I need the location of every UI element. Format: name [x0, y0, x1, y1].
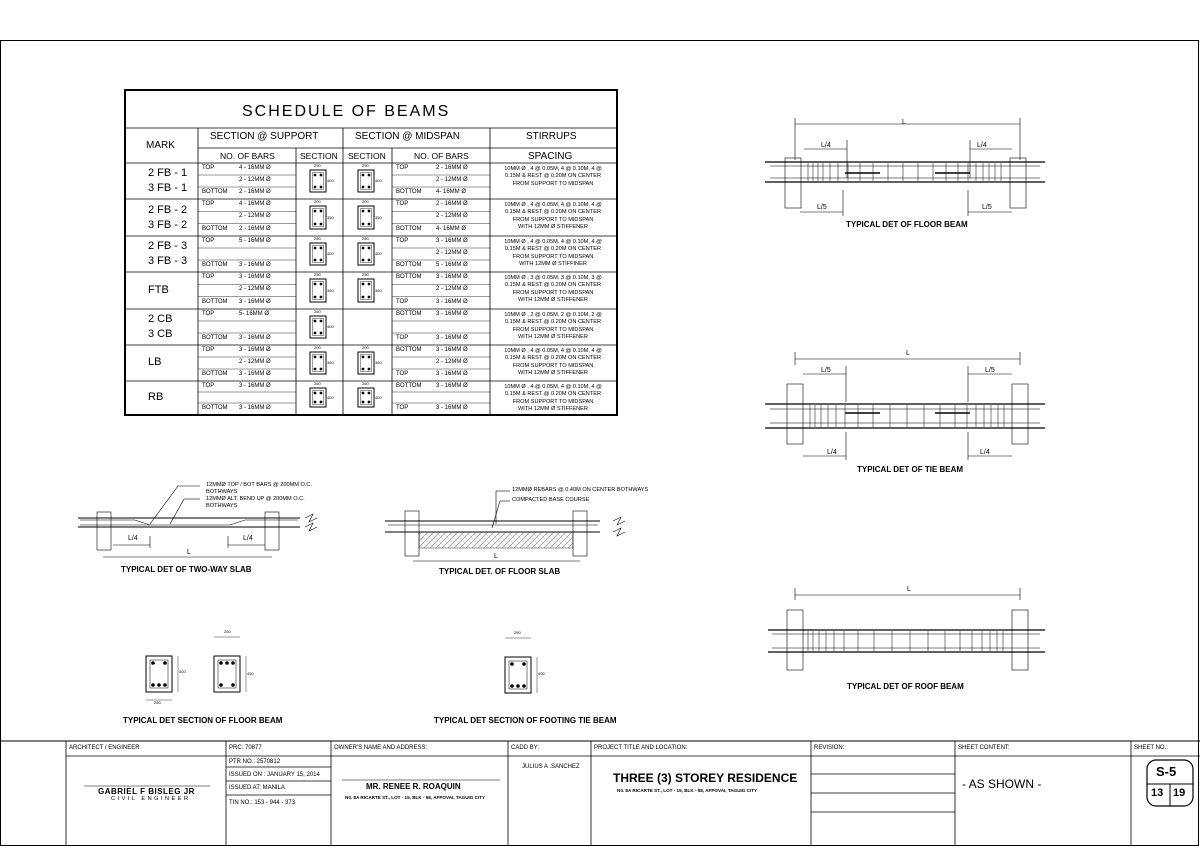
floor-slab-note-2: COMPACTED BASE COURSE — [512, 497, 590, 503]
owner-label: OWNER'S NAME AND ADDRESS: — [334, 745, 428, 751]
stirrup-line: FROM SUPPORT TO MIDSPAN — [512, 398, 594, 405]
header-section-support-col: SECTION — [300, 151, 338, 161]
midspan-bars: 3 - 16MM Ø — [436, 371, 468, 377]
section-width: 250 — [314, 381, 321, 386]
support-bars: 2 - 12MM Ø — [239, 177, 271, 183]
section-width: 250 — [314, 163, 321, 168]
header-section-support: SECTION @ SUPPORT — [210, 131, 319, 142]
section-width: 200 — [362, 345, 369, 350]
support-bars: 3 - 16MM Ø — [239, 347, 271, 353]
beam-section-icon — [310, 388, 326, 407]
beam-mark: 3 FB - 2 — [148, 218, 188, 231]
sheet-content-label: SHEET CONTENT: — [958, 745, 1010, 751]
midspan-bars: 3 - 16MM Ø — [436, 383, 468, 389]
support-bars: 2 - 12MM Ø — [239, 286, 271, 293]
two-way-slab-note-2b: BOTHWAYS — [206, 503, 238, 509]
stirrup-spacing — [492, 166, 614, 188]
stirrup-spacing — [492, 275, 614, 305]
beam-mark: FTB — [148, 283, 169, 296]
support-position: TOP — [202, 347, 215, 353]
support-position: TOP — [202, 238, 215, 244]
stirrup-line: FROM SUPPORT TO MIDSPAN — [512, 326, 594, 333]
stirrup-line: 0.15M & REST @ 0.20M ON CENTER — [504, 173, 602, 180]
section-width: 250 — [362, 236, 369, 241]
footing-dim-side: 400 — [538, 671, 545, 676]
stirrup-line: 10MM Ø , 4 @ 0.05M, 4 @ 0.10M, 4 @ — [504, 202, 602, 208]
tie-beam-L: L — [906, 350, 910, 357]
support-position: BOTTOM — [202, 262, 228, 268]
beam-section-icon — [358, 206, 374, 229]
section-height: 400 — [327, 178, 334, 183]
support-bars: 2 - 16MM Ø — [239, 225, 271, 232]
two-way-slab-L4-right: L/4 — [243, 535, 253, 542]
floor-slab-caption: TYPICAL DET. OF FLOOR SLAB — [439, 567, 561, 576]
architect-label: ARCHITECT / ENGINEER — [69, 745, 140, 751]
midspan-position: TOP — [396, 405, 409, 411]
section-width: 250 — [314, 236, 321, 241]
midspan-position: BOTTOM — [396, 347, 422, 353]
footing-tie-section — [505, 638, 537, 693]
midspan-position: BOTTOM — [396, 311, 422, 317]
support-position: TOP — [202, 383, 215, 389]
stirrup-line: WITH 12MM Ø STIFFENER — [518, 370, 588, 377]
tie-beam-L5-left: L/5 — [821, 367, 831, 374]
section-height: 400 — [327, 251, 334, 256]
stirrup-line: FROM SUPPORT TO MIDSPAN — [512, 362, 594, 369]
midspan-position: BOTTOM — [396, 225, 422, 232]
floor-beam-sections — [146, 637, 246, 700]
section-height: 350 — [375, 287, 382, 293]
stirrup-line: WITH 12MM Ø STIFFENER — [518, 334, 588, 341]
section-width: 250 — [314, 272, 321, 277]
stirrup-line: WITH 12MM Ø STIFFENER — [518, 224, 588, 231]
owner-address: N0. 8A RICARTE ST., LOT - 15, BLK - 58, AFPOVAI, TAGUIG CITY — [345, 795, 486, 800]
support-bars: 4 - 16MM Ø — [239, 201, 271, 207]
section-height: 400 — [327, 394, 334, 400]
beam-mark: 2 CB — [148, 313, 173, 325]
header-no-of-bars-support: NO. OF BARS — [220, 151, 275, 161]
tie-beam-detail — [765, 352, 1045, 460]
midspan-position: TOP — [396, 371, 409, 377]
stirrup-line: 0.15M & REST @ 0.20M ON CENTER — [504, 282, 602, 289]
issued-on: ISSUED ON : JANUARY 15, 2014 — [229, 772, 320, 778]
tie-beam-caption: TYPICAL DET OF TIE BEAM — [857, 465, 964, 474]
beam-section-icon — [310, 243, 326, 265]
header-section-midspan-col: SECTION — [348, 151, 386, 161]
stirrup-line: 0.15M & REST @ 0.20M ON CENTER — [504, 355, 602, 362]
revision-label: REVISION: — [814, 745, 845, 751]
midspan-bars: 3 - 16MM Ø — [436, 405, 468, 411]
two-way-slab-caption: TYPICAL DET OF TWO-WAY SLAB — [121, 565, 252, 574]
beam-mark: LB — [148, 356, 162, 368]
support-position: TOP — [202, 274, 215, 280]
roof-beam-detail — [768, 588, 1045, 670]
section-height: 350 — [375, 360, 382, 365]
stirrup-spacing — [492, 348, 614, 378]
sheet-no-label: SHEET NO.: — [1134, 745, 1168, 751]
midspan-bars: 3 - 16MM Ø — [436, 298, 468, 305]
section-dim-top: 250 — [224, 629, 231, 634]
stirrup-line: 0.15M & REST @ 0.20M ON CENTER — [504, 246, 602, 253]
beam-mark: 2 FB - 3 — [148, 240, 188, 252]
midspan-bars: 2 - 12MM Ø — [436, 213, 468, 220]
beam-section-icon — [358, 243, 374, 265]
stirrup-spacing — [492, 239, 614, 269]
section-floor-beam-caption: TYPICAL DET SECTION OF FLOOR BEAM — [123, 716, 283, 725]
schedule-title: SCHEDULE OF BEAMS — [242, 103, 451, 120]
beam-section-icon — [310, 352, 326, 374]
section-height: 400 — [375, 394, 382, 400]
two-way-slab-note-1b: BOTHWAYS — [206, 489, 238, 495]
beam-section-icon — [358, 352, 374, 374]
footing-dim-top: 250 — [514, 630, 521, 635]
cadd-label: CADD BY: — [511, 745, 540, 751]
stirrup-line: WITH 12MM Ø STIFFENER — [518, 297, 588, 304]
stirrup-line: FROM SUPPORT TO MIDSPAN — [512, 289, 594, 296]
stirrup-line: 0.15M & REST @ 0.20M ON CENTER — [504, 319, 602, 326]
midspan-position: BOTTOM — [396, 262, 422, 268]
support-bars: 3 - 16MM Ø — [239, 383, 271, 389]
beam-mark: 2 FB - 2 — [148, 203, 188, 216]
floor-beam-L: L — [902, 119, 906, 126]
stirrup-line: 10MM Ø , 4 @ 0.05M, 4 @ 0.10M, 4 @ — [504, 348, 602, 354]
support-bars: 3 - 16MM Ø — [239, 274, 271, 280]
section-dim-bottom: 250 — [154, 700, 161, 705]
roof-beam-L: L — [907, 586, 911, 593]
midspan-position: TOP — [396, 165, 409, 171]
section-width: 200 — [314, 345, 321, 350]
midspan-bars: 3 - 16MM Ø — [436, 274, 468, 280]
section-height: 350 — [375, 214, 382, 220]
floor-beam-caption: TYPICAL DET OF FLOOR BEAM — [846, 220, 968, 229]
section-height: 350 — [327, 360, 334, 365]
header-mark: MARK — [146, 140, 175, 151]
beam-section-icon — [310, 206, 326, 229]
beam-section-icon — [310, 170, 326, 192]
section-width: 200 — [314, 199, 321, 204]
support-bars: 4 - 16MM Ø — [239, 165, 271, 171]
midspan-bars: 2 - 16MM Ø — [436, 165, 468, 171]
beam-mark: 2 FB - 1 — [148, 167, 188, 179]
two-way-slab-note-1: 12MMØ TOP / BOT BARS @ 200MM O.C. — [206, 482, 312, 488]
support-bars: 2 - 12MM Ø — [239, 359, 271, 365]
support-position: BOTTOM — [202, 371, 228, 377]
floor-beam-L4-left: L/4 — [821, 142, 831, 149]
stirrup-line: 0.15M & REST @ 0.20M ON CENTER — [504, 391, 602, 398]
beam-section-icon — [310, 316, 326, 338]
cadd-name: JULIUS A .SANCHEZ — [522, 764, 580, 770]
support-position: TOP — [202, 201, 215, 207]
midspan-position: TOP — [396, 201, 409, 207]
beam-section-icon — [358, 388, 374, 407]
header-stirrups: STIRRUPS — [526, 131, 577, 142]
two-way-slab-note-2: 12MMØ ALT. BEND UP @ 200MM O.C. — [206, 496, 305, 502]
section-dim-side: 400 — [179, 669, 186, 674]
support-position: TOP — [202, 311, 215, 317]
beam-section-icon — [358, 170, 374, 192]
roof-beam-caption: TYPICAL DET OF ROOF BEAM — [847, 682, 964, 691]
midspan-bars: 2 - 16MM Ø — [436, 201, 468, 207]
midspan-bars: 2 - 12MM Ø — [436, 250, 468, 256]
stirrup-line: WITH 12MM Ø STIFFINER — [519, 261, 587, 268]
stirrup-spacing — [492, 202, 614, 232]
stirrup-line: 10MM Ø , 3 @ 0.05M, 3 @ 0.10M, 3 @ — [504, 275, 602, 281]
sheet-content: - AS SHOWN - — [962, 777, 1042, 791]
beam-mark: 3 CB — [148, 328, 173, 340]
stirrup-line: WITH 12MM Ø STIFFENER — [518, 406, 588, 413]
section-height: 350 — [327, 214, 334, 220]
stirrup-line: 10MM Ø , 2 @ 0.05M, 2 @ 0.10M, 2 @ — [504, 312, 602, 318]
stirrup-line: 10MM Ø , 4 @ 0.05M, 4 @ 0.10M, 4 @ — [504, 384, 602, 390]
beam-mark: RB — [148, 390, 164, 403]
project-label: PROJECT TITLE AND LOCATION: — [594, 745, 688, 751]
section-width: 250 — [314, 309, 321, 314]
support-bars: 5 - 16MM Ø — [239, 238, 271, 244]
support-bars: 3 - 16MM Ø — [239, 335, 271, 341]
midspan-bars: 2 - 12MM Ø — [436, 177, 468, 183]
stirrup-line: 0.15M & REST @ 0.20M ON CENTER — [504, 209, 602, 216]
section-height: 350 — [327, 287, 334, 293]
engineer-name: GABRIEL F BISLEG JR — [98, 787, 195, 796]
section-width: 250 — [362, 163, 369, 168]
midspan-position: BOTTOM — [396, 383, 422, 389]
beam-section-icon — [358, 279, 374, 302]
sheet-index: 13 — [1151, 787, 1164, 799]
project-title: THREE (3) STOREY RESIDENCE — [613, 771, 798, 785]
support-position: BOTTOM — [202, 298, 228, 305]
floor-beam-L4-right: L/4 — [977, 142, 987, 149]
floor-beam-detail — [765, 118, 1045, 216]
section-width: 250 — [362, 381, 369, 386]
midspan-position: TOP — [396, 238, 409, 244]
tie-beam-L5-right: L/5 — [985, 367, 995, 374]
midspan-bars: 5 - 16MM Ø — [436, 262, 468, 268]
support-position: BOTTOM — [202, 225, 228, 232]
issued-at: ISSUED AT: MANILA — [229, 785, 285, 791]
tie-beam-L4-right: L/4 — [980, 449, 990, 456]
beam-mark: 3 FB - 1 — [148, 182, 188, 194]
ptr: PTR NO.: 2570812 — [229, 759, 281, 765]
prc: PRC: 70877 — [229, 745, 262, 751]
floor-slab-note-1: 12MMØ REBARS @ 0.40M ON CENTER BOTHWAYS — [512, 487, 649, 493]
midspan-bars: 2 - 12MM Ø — [436, 359, 468, 365]
support-position: TOP — [202, 165, 215, 171]
floor-slab-L: L — [494, 553, 498, 560]
stirrup-line: FROM SUPPORT TO MIDSPAN — [512, 180, 594, 187]
midspan-position: BOTTOM — [396, 274, 422, 280]
midspan-position: BOTTOM — [396, 189, 422, 195]
midspan-position: TOP — [396, 335, 409, 341]
midspan-bars: 3 - 16MM Ø — [436, 335, 468, 341]
section-height: 400 — [327, 324, 334, 329]
support-bars: 3 - 16MM Ø — [239, 371, 271, 377]
midspan-bars: 2 - 12MM Ø — [436, 286, 468, 293]
section-footing-tie-caption: TYPICAL DET SECTION OF FOOTING TIE BEAM — [434, 716, 617, 725]
stirrup-spacing — [492, 384, 614, 414]
midspan-bars: 4- 16MM Ø — [436, 225, 467, 232]
midspan-bars: 4- 16MM Ø — [436, 189, 467, 195]
engineer-title: CIVIL ENGINEER — [111, 796, 191, 802]
beam-section-icon — [310, 279, 326, 302]
tin: TIN NO.: 153 - 944 - 373 — [229, 800, 296, 806]
midspan-position: TOP — [396, 298, 409, 305]
floor-beam-L5-left: L/5 — [817, 204, 827, 211]
stirrup-spacing — [492, 312, 614, 342]
support-bars: 3 - 16MM Ø — [239, 405, 271, 411]
support-bars: 2 - 16MM Ø — [239, 189, 271, 195]
support-bars: 3 - 16MM Ø — [239, 298, 271, 305]
header-no-of-bars-midspan: NO. OF BARS — [414, 151, 469, 161]
tie-beam-L4-left: L/4 — [827, 449, 837, 456]
stirrup-line: FROM SUPPORT TO MIDSPAN — [512, 253, 594, 260]
support-position: BOTTOM — [202, 335, 228, 341]
stirrup-line: FROM SUPPORT TO MIDSPAN — [512, 216, 594, 223]
sheet-code: S-5 — [1156, 764, 1177, 779]
midspan-bars: 3 - 16MM Ø — [436, 238, 468, 244]
project-address: N0. 8A RICARTE ST., LOT - 15, BLK - 58, AFPOVAI, TAGUIG CITY — [617, 788, 758, 793]
support-bars: 2 - 12MM Ø — [239, 213, 271, 220]
stirrup-line: 10MM Ø , 4 @ 0.05M, 4 @ 0.10M, 4 @ — [504, 166, 602, 172]
header-section-midspan: SECTION @ MIDSPAN — [355, 131, 460, 142]
support-position: BOTTOM — [202, 405, 228, 411]
support-bars: 5- 16MM Ø — [239, 311, 270, 317]
section-height: 400 — [375, 251, 382, 256]
section-height: 400 — [375, 178, 382, 183]
header-spacing: SPACING — [528, 151, 573, 162]
floor-beam-L5-right: L/5 — [982, 204, 992, 211]
two-way-slab-L4-left: L/4 — [128, 535, 138, 542]
midspan-bars: 3 - 16MM Ø — [436, 347, 468, 353]
section-width: 200 — [362, 199, 369, 204]
beam-mark: 3 FB - 3 — [148, 255, 188, 267]
support-position: BOTTOM — [202, 189, 228, 195]
owner-name: MR. RENEE R. ROAQUIN — [366, 782, 461, 791]
section-dim-right: 450 — [247, 671, 254, 676]
two-way-slab-L: L — [187, 549, 191, 556]
section-width: 250 — [362, 272, 369, 277]
stirrup-line: 10MM Ø , 4 @ 0.05M, 4 @ 0.10M, 4 @ — [504, 239, 602, 245]
support-bars: 3 - 16MM Ø — [239, 262, 271, 268]
sheet-total: 19 — [1173, 787, 1186, 799]
schedule-of-beams-table — [124, 89, 618, 416]
midspan-bars: 3 - 16MM Ø — [436, 311, 468, 317]
